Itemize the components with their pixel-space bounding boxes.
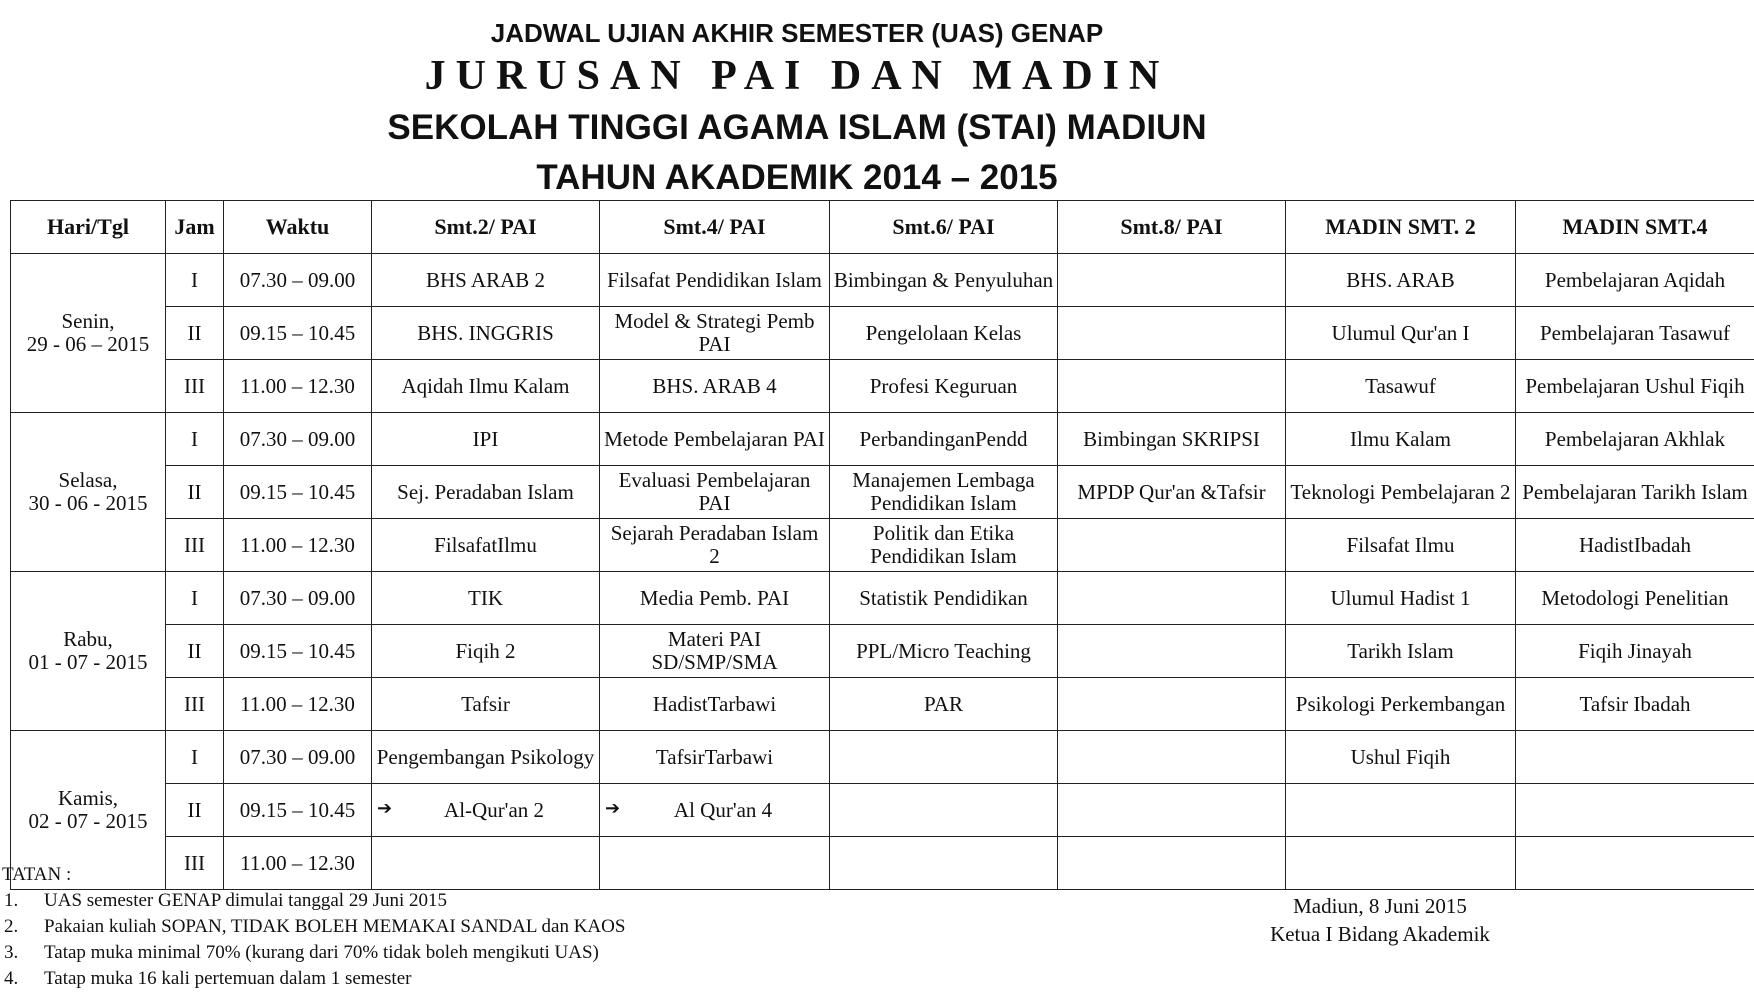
course-cell-madin2 (1286, 360, 1516, 413)
course-cell-smt6 (830, 466, 1058, 519)
course-cell-madin2 (1286, 519, 1516, 572)
course-cell-madin2 (1286, 254, 1516, 307)
jam-cell: II (166, 307, 224, 360)
column-header: Waktu (224, 201, 372, 254)
signature-block (1230, 892, 1530, 948)
course-name: Tafsir (461, 691, 510, 716)
course-cell-madin4 (1516, 837, 1754, 890)
course-name: MPDP Qur'an &Tafsir (1077, 479, 1266, 504)
course-name: Filsafat Ilmu (1346, 532, 1455, 557)
signature-place-date: Madiun, 8 Juni 2015 (1293, 894, 1467, 918)
table-row (11, 572, 1754, 625)
course-cell-smt4 (600, 466, 830, 519)
course-name: HadistIbadah (1579, 532, 1691, 557)
day-cell (11, 254, 166, 413)
course-cell-madin4 (1516, 519, 1754, 572)
day-date: 02 - 07 - 2015 (28, 809, 148, 833)
course-name: Al Qur'an 4 (673, 797, 773, 822)
course-name: BHS. INGGRIS (417, 320, 554, 345)
course-cell-madin2 (1286, 678, 1516, 731)
course-cell-madin2 (1286, 625, 1516, 678)
column-header: Smt.8/ PAI (1058, 201, 1286, 254)
course-cell-madin4 (1516, 360, 1754, 413)
waktu-cell: 07.30 – 09.00 (224, 731, 372, 784)
arrow-icon: ➔ (605, 797, 621, 818)
header-row (11, 201, 1754, 254)
note-number: 1. (4, 890, 19, 911)
course-cell-madin2 (1286, 466, 1516, 519)
course-cell-madin4 (1516, 625, 1754, 678)
jam-cell: I (166, 572, 224, 625)
course-name: Bimbingan SKRIPSI (1083, 426, 1260, 451)
jam-cell: II (166, 784, 224, 837)
day-cell (11, 413, 166, 572)
table-row (11, 360, 1754, 413)
course-name: Pembelajaran Akhlak (1544, 426, 1726, 451)
course-name: Metodologi Penelitian (1541, 585, 1729, 610)
course-cell-smt8 (1058, 731, 1286, 784)
waktu-cell: 09.15 – 10.45 (224, 307, 372, 360)
course-name: Teknologi Pembelajaran 2 (1290, 479, 1511, 504)
waktu-cell: 11.00 – 12.30 (224, 837, 372, 890)
course-cell-smt2 (372, 519, 600, 572)
waktu-cell: 11.00 – 12.30 (224, 678, 372, 731)
course-cell-madin4 (1516, 466, 1754, 519)
course-cell-smt6 (830, 307, 1058, 360)
course-cell-smt2 (372, 413, 600, 466)
table-row (11, 307, 1754, 360)
table-row (11, 731, 1754, 784)
course-cell-smt8 (1058, 360, 1286, 413)
course-cell-smt4 (600, 731, 830, 784)
course-cell-smt8 (1058, 413, 1286, 466)
day-date: 01 - 07 - 2015 (28, 650, 148, 674)
jam-cell: III (166, 837, 224, 890)
course-cell-smt6 (830, 413, 1058, 466)
course-cell-smt8 (1058, 307, 1286, 360)
course-cell-smt4 (600, 413, 830, 466)
course-cell-smt2 (372, 360, 600, 413)
day-name: Senin, (61, 309, 115, 334)
course-name: Fiqih Jinayah (1578, 638, 1692, 663)
day-date: 30 - 06 - 2015 (28, 491, 148, 515)
course-cell-smt6 (830, 784, 1058, 837)
course-name: Pembelajaran Aqidah (1544, 267, 1726, 292)
course-cell-smt4 (600, 360, 830, 413)
course-name: Pembelajaran Tasawuf (1540, 320, 1730, 345)
course-cell-smt2 (372, 254, 600, 307)
table-row (11, 519, 1754, 572)
header-line-2: JURUSAN PAI DAN MADIN (424, 53, 1170, 99)
note-number: 2. (4, 916, 19, 937)
course-cell-madin2 (1286, 307, 1516, 360)
signature-role: Ketua I Bidang Akademik (1270, 922, 1490, 946)
course-name: IPI (472, 426, 499, 451)
course-cell-madin4 (1516, 678, 1754, 731)
day-name: Selasa, (58, 468, 118, 493)
course-name: Pembelajaran Ushul Fiqih (1525, 373, 1745, 398)
waktu-cell: 09.15 – 10.45 (224, 625, 372, 678)
course-cell-smt8 (1058, 519, 1286, 572)
course-name: Metode Pembelajaran PAI (604, 426, 825, 451)
note-number: 4. (4, 968, 19, 989)
course-name: Fiqih 2 (455, 638, 516, 663)
course-name: FilsafatIlmu (434, 532, 537, 557)
note-text: Pakaian kuliah SOPAN, TIDAK BOLEH MEMAKAI SANDAL dan KAOS (44, 916, 626, 937)
course-cell-madin2 (1286, 731, 1516, 784)
course-name: Ushul Fiqih (1350, 744, 1451, 769)
course-cell-smt6 (830, 731, 1058, 784)
waktu-cell: 11.00 – 12.30 (224, 360, 372, 413)
notes (0, 862, 625, 992)
course-name: HadistTarbawi (652, 691, 777, 716)
column-header: MADIN SMT. 2 (1286, 201, 1516, 254)
course-cell-smt4 (600, 837, 830, 890)
day-name: Rabu, (63, 627, 113, 652)
column-header: Smt.4/ PAI (600, 201, 830, 254)
course-name: Pengelolaan Kelas (865, 320, 1022, 345)
course-name: Materi PAI SD/SMP/SMA (651, 627, 778, 674)
course-name: PPL/Micro Teaching (856, 638, 1031, 663)
course-name: BHS. ARAB 4 (652, 373, 777, 398)
table-row (11, 254, 1754, 307)
table-row (11, 678, 1754, 731)
course-name: Model & Strategi Pemb PAI (614, 309, 815, 356)
course-name: Media Pemb. PAI (639, 585, 790, 610)
day-name: Kamis, (57, 786, 119, 811)
day-cell (11, 572, 166, 731)
course-name: PAR (924, 691, 963, 716)
course-cell-smt2 (372, 678, 600, 731)
course-cell-madin2 (1286, 784, 1516, 837)
schedule-table (10, 200, 1754, 890)
course-cell-madin4 (1516, 413, 1754, 466)
course-name: Tasawuf (1365, 373, 1436, 398)
course-name: TafsirTarbawi (655, 744, 774, 769)
note-text: Tatap muka minimal 70% (kurang dari 70% tidak boleh mengikuti UAS) (44, 942, 599, 963)
course-cell-smt6 (830, 625, 1058, 678)
header-line-4: TAHUN AKADEMIK 2014 – 2015 (536, 158, 1058, 197)
course-cell-smt6 (830, 572, 1058, 625)
course-name: Manajemen Lembaga Pendidikan Islam (852, 468, 1035, 515)
column-header: Smt.2/ PAI (372, 201, 600, 254)
jam-cell: II (166, 466, 224, 519)
course-cell-smt4 (600, 307, 830, 360)
course-name: TIK (468, 585, 503, 610)
course-name: Profesi Keguruan (869, 373, 1018, 398)
course-cell-smt6 (830, 254, 1058, 307)
waktu-cell: 07.30 – 09.00 (224, 413, 372, 466)
header-line-3: SEKOLAH TINGGI AGAMA ISLAM (STAI) MADIUN (387, 108, 1207, 147)
header-line-1: JADWAL UJIAN AKHIR SEMESTER (UAS) GENAP (490, 18, 1104, 48)
course-cell-madin4 (1516, 731, 1754, 784)
day-date: 29 - 06 – 2015 (26, 332, 150, 356)
course-name: BHS. ARAB (1346, 267, 1455, 292)
waktu-cell: 07.30 – 09.00 (224, 572, 372, 625)
jam-cell: III (166, 519, 224, 572)
course-cell-smt4 (600, 625, 830, 678)
notes-title: TATAN : (2, 864, 72, 885)
course-cell-smt2 (372, 784, 600, 837)
column-header: Hari/Tgl (11, 201, 166, 254)
jam-cell: I (166, 254, 224, 307)
course-name: Aqidah Ilmu Kalam (401, 373, 570, 398)
course-name: Sejarah Peradaban Islam 2 (610, 521, 819, 568)
course-cell-smt2 (372, 625, 600, 678)
course-name: Ulumul Hadist 1 (1330, 585, 1471, 610)
note-item (0, 940, 625, 966)
course-name: Evaluasi Pembelajaran PAI (618, 468, 811, 515)
table-row (11, 413, 1754, 466)
jam-cell: I (166, 731, 224, 784)
course-cell-smt6 (830, 678, 1058, 731)
waktu-cell: 09.15 – 10.45 (224, 784, 372, 837)
course-cell-smt6 (830, 360, 1058, 413)
course-cell-smt8 (1058, 837, 1286, 890)
course-cell-smt4 (600, 254, 830, 307)
course-cell-smt2 (372, 731, 600, 784)
course-cell-madin4 (1516, 307, 1754, 360)
course-name: Sej. Peradaban Islam (397, 479, 574, 504)
table-row (11, 625, 1754, 678)
course-name: BHS ARAB 2 (425, 267, 546, 292)
waktu-cell: 07.30 – 09.00 (224, 254, 372, 307)
course-cell-smt4 (600, 678, 830, 731)
course-name: Ilmu Kalam (1350, 426, 1451, 451)
course-cell-smt8 (1058, 625, 1286, 678)
table-row (11, 466, 1754, 519)
column-header: Smt.6/ PAI (830, 201, 1058, 254)
course-cell-smt2 (372, 466, 600, 519)
course-name: Al-Qur'an 2 (444, 797, 545, 822)
course-cell-smt8 (1058, 254, 1286, 307)
course-name: Statistik Pendidikan (859, 585, 1028, 610)
course-name: Psikologi Perkembangan (1295, 691, 1506, 716)
course-cell-madin4 (1516, 784, 1754, 837)
note-text: UAS semester GENAP dimulai tanggal 29 Juni 2015 (44, 890, 448, 911)
course-cell-madin4 (1516, 254, 1754, 307)
jam-cell: III (166, 678, 224, 731)
course-cell-smt8 (1058, 466, 1286, 519)
course-cell-madin2 (1286, 572, 1516, 625)
course-cell-smt8 (1058, 784, 1286, 837)
note-item (0, 888, 625, 914)
note-number: 3. (4, 942, 19, 963)
course-cell-smt6 (830, 837, 1058, 890)
jam-cell: II (166, 625, 224, 678)
course-name: Filsafat Pendidikan Islam (607, 267, 822, 292)
course-cell-smt8 (1058, 678, 1286, 731)
course-name: Pengembangan Psikology (376, 744, 595, 769)
course-cell-smt4 (600, 519, 830, 572)
course-cell-smt2 (372, 307, 600, 360)
jam-cell: III (166, 360, 224, 413)
table-row (11, 784, 1754, 837)
waktu-cell: 11.00 – 12.30 (224, 519, 372, 572)
course-cell-madin2 (1286, 837, 1516, 890)
course-cell-smt8 (1058, 572, 1286, 625)
waktu-cell: 09.15 – 10.45 (224, 466, 372, 519)
note-item (0, 914, 625, 940)
course-name: Ulumul Qur'an I (1331, 320, 1470, 345)
course-name: Bimbingan & Penyuluhan (833, 267, 1054, 292)
column-header: MADIN SMT.4 (1516, 201, 1754, 254)
course-name: Politik dan Etika Pendidikan Islam (870, 521, 1017, 568)
course-name: PerbandinganPendd (859, 426, 1028, 451)
course-cell-smt2 (372, 572, 600, 625)
note-item (0, 966, 625, 992)
note-text: Tatap muka 16 kali pertemuan dalam 1 semester (44, 968, 412, 989)
column-header: Jam (166, 201, 224, 254)
course-name: Tafsir Ibadah (1579, 691, 1691, 716)
course-cell-madin2 (1286, 413, 1516, 466)
course-cell-madin4 (1516, 572, 1754, 625)
jam-cell: I (166, 413, 224, 466)
arrow-icon: ➔ (377, 797, 393, 818)
course-cell-smt4 (600, 572, 830, 625)
course-cell-smt6 (830, 519, 1058, 572)
course-name: Pembelajaran Tarikh Islam (1522, 479, 1748, 504)
course-cell-smt4 (600, 784, 830, 837)
course-name: Tarikh Islam (1347, 638, 1454, 663)
